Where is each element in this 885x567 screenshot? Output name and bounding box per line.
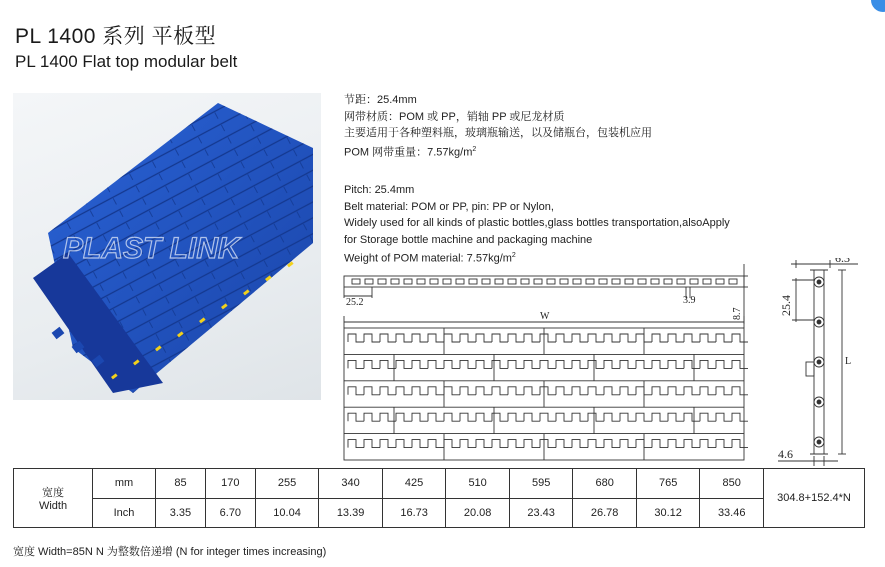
drawing-svg <box>338 258 878 468</box>
dim-width-label: W <box>540 311 550 322</box>
inch-cell: 26.78 <box>573 498 637 528</box>
spec-cn-usage: 主要适用于各种塑料瓶，玻璃瓶输送，以及储瓶台，包装机应用 <box>344 127 652 139</box>
spec-en-usage-1: Widely used for all kinds of plastic bottles,glass bottles transportation,alsoApply <box>344 217 730 229</box>
mm-cell: 170 <box>205 469 255 499</box>
spec-en-weight: Weight of POM material: $7.57kg/m^2$ <box>344 252 516 265</box>
mm-cell: 255 <box>255 469 319 499</box>
spec-en-pitch: Pitch: 25.4mm <box>344 184 415 196</box>
mm-cell: 510 <box>446 469 510 499</box>
dim-height-label: 8.7 <box>732 307 743 320</box>
corner-badge <box>871 0 885 12</box>
inch-cell: 13.39 <box>319 498 383 528</box>
inch-cell: 20.08 <box>446 498 510 528</box>
spec-en-usage-2: for Storage bottle machine and packaging machine <box>344 233 593 246</box>
dim-length-label: L <box>845 356 852 367</box>
spec-cn-material: 网带材质：POM 或 PP，销轴 PP 或尼龙材质 <box>344 110 565 123</box>
product-photo <box>13 93 321 400</box>
watermark: PLAST LINK <box>63 232 240 265</box>
spec-cn-pitch: 节距：25.4mm <box>344 94 417 106</box>
mm-cell: 850 <box>700 469 764 499</box>
inch-cell: 30.12 <box>636 498 700 528</box>
dim-bottom-side-label: 4.6 <box>778 447 793 461</box>
inch-cell: 23.43 <box>509 498 573 528</box>
specs-cn <box>344 92 652 158</box>
mm-cell: 680 <box>573 469 637 499</box>
mm-cell: 595 <box>509 469 573 499</box>
dim-left-label: 25.2 <box>346 297 364 308</box>
dim-pitch-label: 25.4 <box>779 295 793 316</box>
mm-cell: 765 <box>636 469 700 499</box>
inch-cell: 33.46 <box>700 498 764 528</box>
inch-cell: 3.35 <box>156 498 206 528</box>
width-label-en: Width <box>38 500 68 512</box>
spec-en-material: Belt material: POM or PP, pin: PP or Nylon, <box>344 200 554 213</box>
dim-right-label: 3.9 <box>683 295 696 306</box>
width-label-cn: 宽度 <box>42 487 64 499</box>
inch-cell: 10.04 <box>255 498 319 528</box>
page-title-cn: PL 1400 系列 平板型 <box>15 25 217 48</box>
width-table <box>13 468 865 528</box>
width-formula: 304.8+152.4*N <box>764 469 865 528</box>
footer-note: 宽度 Width=85N N 为整数倍递增 (N for integer times increasing) <box>13 546 327 558</box>
spec-cn-weight: POM 网带重量：$7.57kg/m^2$ <box>344 145 477 159</box>
mm-cell: 85 <box>156 469 206 499</box>
specs-en <box>344 182 730 265</box>
unit-inch: Inch <box>93 498 156 528</box>
technical-drawing <box>338 258 878 468</box>
width-header-cell <box>14 469 93 528</box>
dim-top-side-label: 6.3 <box>835 258 850 265</box>
page-title-en: PL 1400 Flat top modular belt <box>15 52 238 71</box>
unit-mm: mm <box>93 469 156 499</box>
inch-cell: 6.70 <box>205 498 255 528</box>
belt-image <box>13 93 321 400</box>
inch-cell: 16.73 <box>382 498 446 528</box>
mm-cell: 340 <box>319 469 383 499</box>
mm-cell: 425 <box>382 469 446 499</box>
